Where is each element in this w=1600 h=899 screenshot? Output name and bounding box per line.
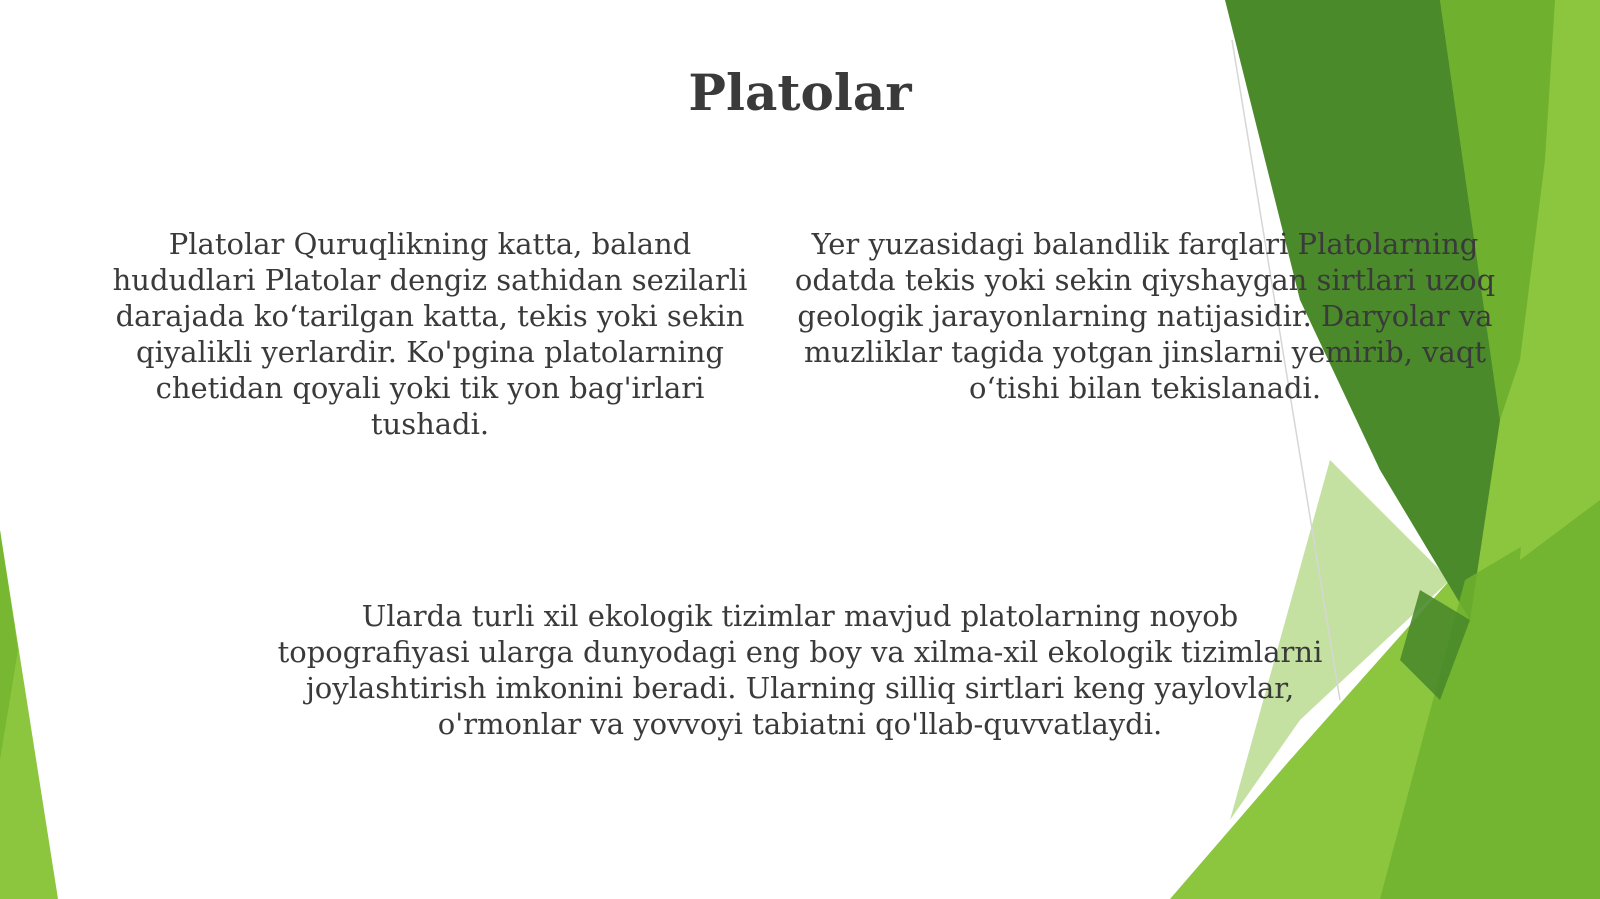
bottom-text-block: Ularda turli xil ekologik tizimlar mavjud platolarning noyob topografiyasi ularga dunyodagi eng boy va xilma-xil ekologik tizimlarni joylashtirish imkonini beradi. Ularning silliq sirtlari keng yaylovlar, o'rmonlar va yovvoyi tabiatni qo'llab-quvvatlaydi. bbox=[277, 599, 1323, 741]
right-text-block: Yer yuzasidagi balandlik farqlari Platolarning odatda tekis yoki sekin qiyshaygan sirtlari uzoq geologik jarayonlarning natijasidir. Daryolar va muzliklar tagida yotgan jinslarni yemirib, vaqt o‘tishi bilan tekislanadi. bbox=[794, 227, 1496, 405]
left-text-block: Platolar Quruqlikning katta, baland hududlari Platolar dengiz sathidan sezilarli darajada ko‘tarilgan katta, tekis yoki sekin qiyalikli yerlardir. Ko'pgina platolarning chetidan qoyali yoki tik yon bag'irlari tushadi. bbox=[112, 227, 748, 441]
left-facet-light bbox=[0, 530, 58, 899]
slide-title: Platolar bbox=[688, 63, 912, 122]
